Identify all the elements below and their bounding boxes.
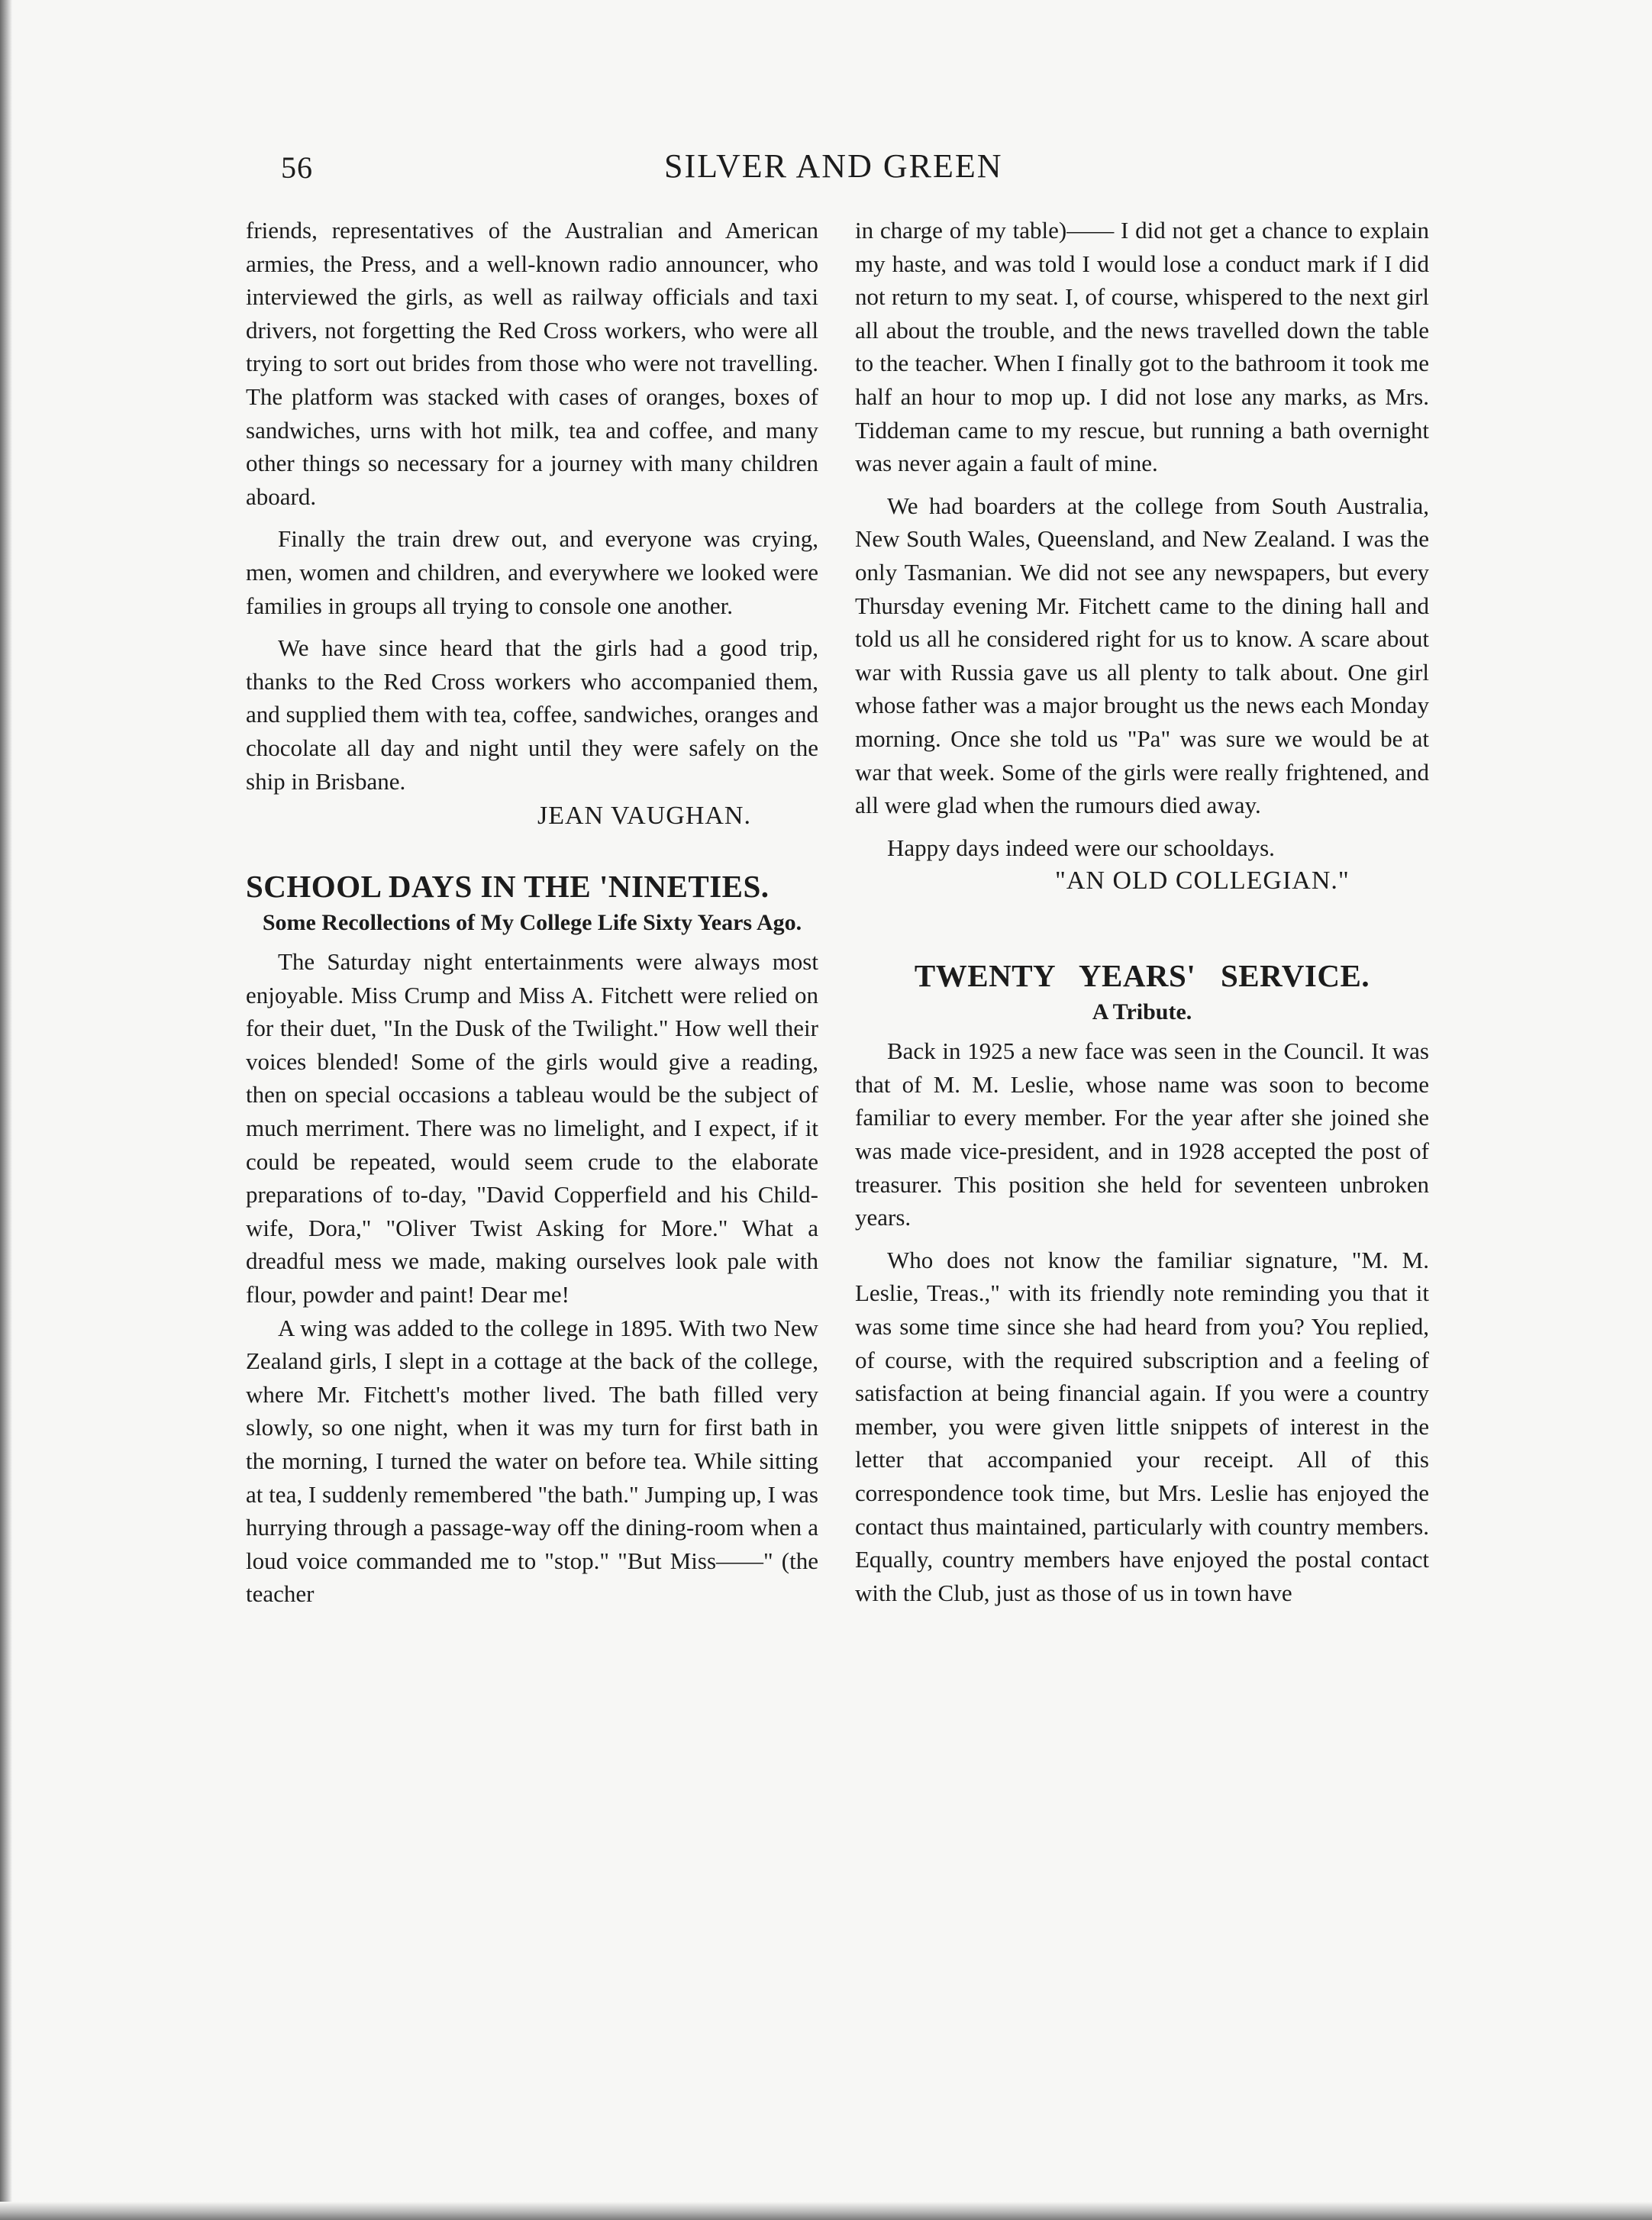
paragraph: The Saturday night entertainments were always most enjoyable. Miss Crump and Miss A. Fitchett were relied on for their duet, "In the Dusk of the Twilight." How well their voices blended! Some of the girls would give a reading, then on special occasions a tableau would be the subject of much merriment. There was no limelight, and I expect, if it could be repeated, would seem crude to the elaborate preparations of to-day, "David Copperfield and his Child-wife, Dora," "Oliver Twist Asking for More." What a dreadful mess we made, making ourselves look pale with flour, powder and paint! Dear me! [246, 948, 818, 1308]
paragraph: Back in 1925 a new face was seen in the Council. It was that of M. M. Leslie, whose name was soon to become familiar to every member. For the year after she joined she was made vice-president, and in 1928 accepted the post of treasurer. This position she held for seventeen unbroken years. [855, 1037, 1429, 1231]
left-column [246, 214, 818, 1611]
page-edge-shadow-bottom [0, 2202, 1652, 2220]
paragraph: A wing was added to the college in 1895. With two New Zealand girls, I slept in a cottage at the back of the college, where Mr. Fitchett's mother lived. The bath filled very slowly, so one night, when it was my turn for first bath in the morning, I turned the water on before tea. While sitting at tea, I suddenly remembered "the bath." Jumping up, I was hurrying through a passage-way off the dining-room when a loud voice commanded me to "stop." "But Miss——" (the teacher [246, 1314, 818, 1608]
article-heading: TWENTY YEARS' SERVICE. [914, 958, 1370, 994]
author-signature: "AN OLD COLLEGIAN." [1055, 866, 1350, 895]
right-column [855, 214, 1429, 1609]
article-subheading: Some Recollections of My College Life Sixty Years Ago. [262, 910, 802, 936]
continued-paragraph: in charge of my table)—— I did not get a chance to explain my haste, and was told I would lose a conduct mark if I did not return to my seat. I, of course, whispered to the next girl all about the trouble, and the news travelled down the table to the teacher. When I finally got to the bathroom it took me half an hour to mop up. I did not lose any marks, as Mrs. Tiddeman came to my rescue, but running a bath overnight was never again a fault of mine. [855, 217, 1429, 477]
article-heading: SCHOOL DAYS IN THE 'NINETIES. [246, 869, 770, 905]
paragraph: Who does not know the familiar signature, "M. M. Leslie, Treas.," with its friendly note reminding you that it was some time since she had heard from you? You replied, of course, with the required subscription and a feeling of satisfaction at being financial again. If you were a country member, you were given little snippets of interest in the letter that accompanied your receipt. All of this correspondence took time, but Mrs. Leslie has enjoyed the contact thus maintained, particularly with country members. Equally, country members have enjoyed the postal contact with the Club, just as those of us in town have [855, 1246, 1429, 1606]
paragraph: Finally the train drew out, and everyone was crying, men, women and children, and everywhere we looked were families in groups all trying to console one another. [246, 525, 818, 619]
author-signature: JEAN VAUGHAN. [537, 802, 751, 831]
paragraph: We have since heard that the girls had a good trip, thanks to the Red Cross workers who accompanied them, and supplied them with tea, coffee, sandwiches, oranges and chocolate all day and night until they were safely on the ship in Brisbane. [246, 634, 818, 795]
page-number: 56 [281, 150, 313, 185]
article-subheading: A Tribute. [1092, 999, 1192, 1025]
continued-paragraph: friends, representatives of the Australian and American armies, the Press, and a well-known radio announcer, who interviewed the girls, as well as railway officials and taxi drivers, not forgetting the Red Cross workers, who were all trying to sort out brides from those who were not travelling. The platform was stacked with cases of oranges, boxes of sandwiches, urns with hot milk, tea and coffee, and many other things so necessary for a journey with many children aboard. [246, 217, 818, 510]
page-edge-shadow-left [0, 0, 12, 2220]
paragraph: Happy days indeed were our schooldays. [887, 834, 1275, 861]
running-title: SILVER AND GREEN [664, 147, 1003, 185]
paragraph: We had boarders at the college from South Australia, New South Wales, Queensland, and New Zealand. I was the only Tasmanian. We did not see any newspapers, but every Thursday evening Mr. Fitchett came to the dining hall and told us all he considered right for us to know. A scare about war with Russia gave us all plenty to talk about. One girl whose father was a major brought us the news each Monday morning. Once she told us "Pa" was sure we would be at war that week. Some of the girls were really frightened, and all were glad when the rumours died away. [855, 492, 1429, 819]
